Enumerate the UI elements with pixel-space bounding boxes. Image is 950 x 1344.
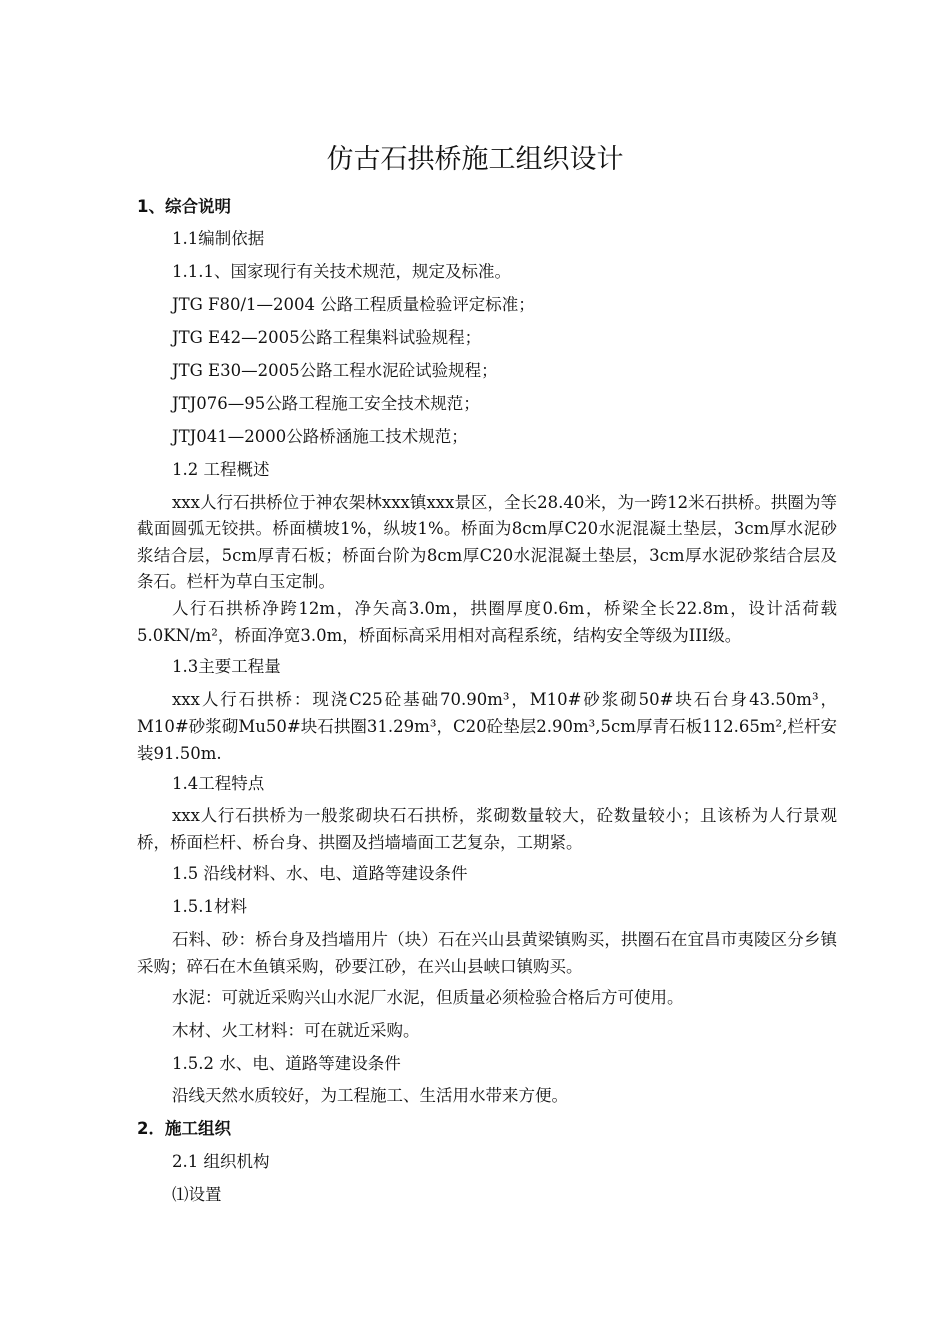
paragraph-quantities: xxx人行石拱桥：现浇C25砼基础70.90m³，M10#砂浆砌50#块石台身43.50m³，M10#砂浆砌Mu50#块石拱圈31.29m³，C20砼垫层2.90m³,5cm厚青石板112.65m²,栏杆安装91.50m. (137, 690, 837, 763)
standard-item-3: JTG E30—2005公路工程水泥砼试验规程； (172, 361, 498, 380)
paragraph-timber: 木材、火工材料：可在就近采购。 (172, 1021, 420, 1040)
subsection-1-1: 1.1编制依据 (172, 229, 265, 248)
subsection-1-5: 1.5 沿线材料、水、电、道路等建设条件 (172, 864, 468, 883)
section-heading-2: 2．施工组织 (137, 1119, 231, 1138)
paragraph-overview: xxx人行石拱桥位于神农架林xxx镇xxx景区，全长28.40米，为一跨12米石拱桥。拱圈为等截面圆弧无铰拱。桥面横坡1%，纵坡1%。桥面为8cm厚C20水泥混凝土垫层，3cm厚水泥砂浆结合层，5cm厚青石板；桥面台阶为8cm厚C20水泥混凝土垫层，3cm厚水泥砂浆结合层及条石。栏杆为草白玉定制。 (137, 493, 837, 591)
standard-item-2: JTG E42—2005公路工程集料试验规程； (172, 328, 482, 347)
subsection-1-4: 1.4工程特点 (172, 774, 265, 793)
subsection-1-1-1: 1.1.1、国家现行有关技术规范，规定及标准。 (172, 262, 511, 281)
subsection-1-3: 1.3主要工程量 (172, 657, 281, 676)
paragraph-features: xxx人行石拱桥为一般浆砌块石石拱桥，浆砌数量较大，砼数量较小；且该桥为人行景观桥，桥面栏杆、桥台身、拱圈及挡墙墙面工艺复杂，工期紧。 (137, 806, 837, 852)
standard-item-5: JTJ041—2000公路桥涵施工技术规范； (172, 427, 468, 446)
subsection-2-1: 2.1 组织机构 (172, 1152, 270, 1171)
section-heading-1: 1、综合说明 (137, 197, 231, 216)
paragraph-water: 沿线天然水质较好，为工程施工、生活用水带来方便。 (172, 1086, 568, 1105)
paragraph-bridge-specs: 人行石拱桥净跨12m，净矢高3.0m，拱圈厚度0.6m，桥梁全长22.8m，设计活荷载5.0KN/m²，桥面净宽3.0m，桥面标高采用相对高程系统，结构安全等级为III级。 (137, 599, 837, 645)
subsection-1-5-1: 1.5.1材料 (172, 897, 247, 916)
paragraph-stone-sand: 石料、砂：桥台身及挡墙用片（块）石在兴山县黄梁镇购买，拱圈石在宜昌市夷陵区分乡镇采购；碎石在木鱼镇采购，砂要江砂，在兴山县峡口镇购买。 (137, 930, 837, 976)
document-title: 仿古石拱桥施工组织设计 (326, 144, 624, 175)
subsection-1-2: 1.2 工程概述 (172, 460, 270, 479)
paragraph-cement: 水泥：可就近采购兴山水泥厂水泥，但质量必须检验合格后方可使用。 (172, 988, 684, 1007)
subsection-1-5-2: 1.5.2 水、电、道路等建设条件 (172, 1054, 401, 1073)
standard-item-1: JTG F80/1—2004 公路工程质量检验评定标准； (172, 295, 535, 314)
subsection-2-1-1: ⑴设置 (172, 1185, 222, 1204)
standard-item-4: JTJ076—95公路工程施工安全技术规范； (172, 394, 480, 413)
